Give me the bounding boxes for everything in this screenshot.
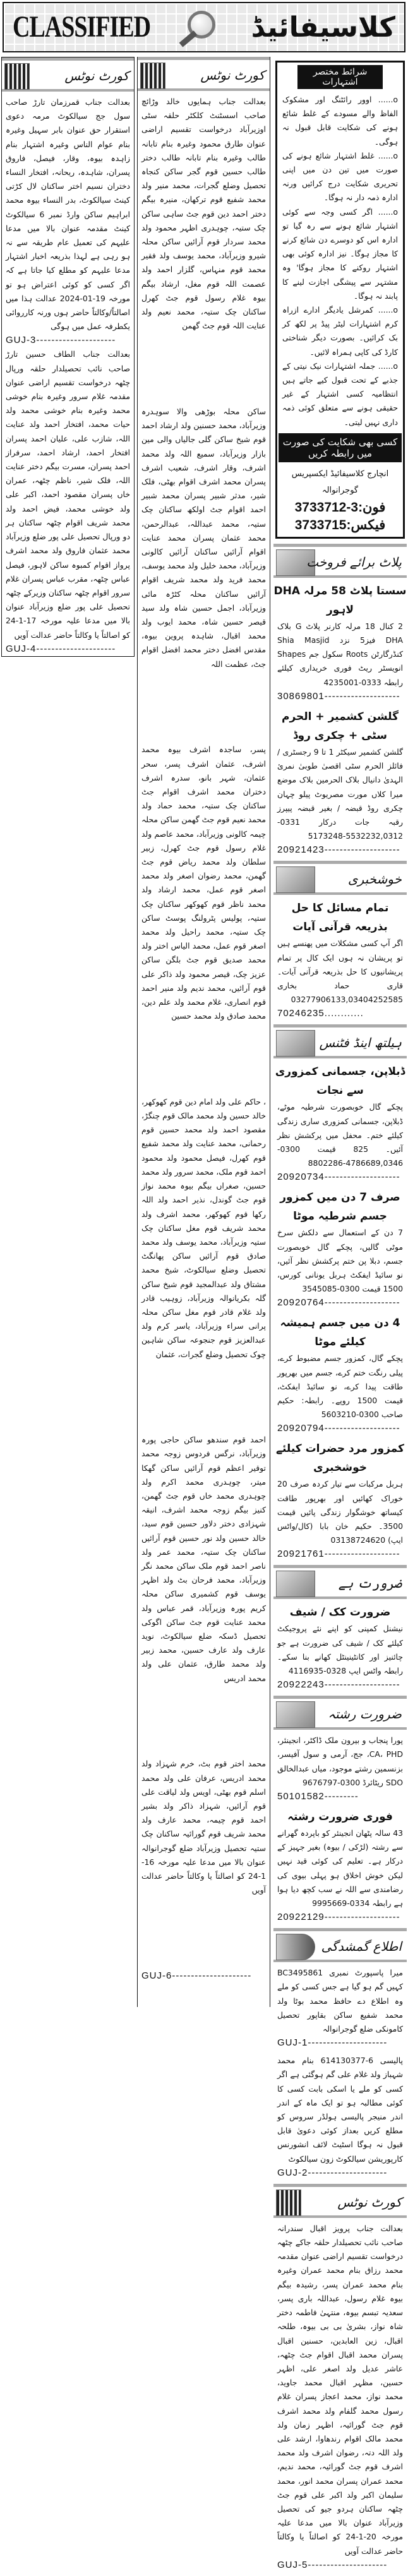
classified-ad	[273, 1603, 407, 1692]
masthead	[3, 2, 405, 52]
ad-heading: تمام مسائل کا حل بذریعہ قرآنی آیات	[291, 902, 389, 934]
section-title: خوشخبری	[347, 872, 402, 887]
ad-heading: سستا پلاٹ 58 مرلہ DHA لاہور	[273, 584, 407, 616]
right-column	[273, 57, 407, 2576]
ad-heading: فوری ضرورت رشتہ	[287, 1811, 393, 1824]
notice-text: پسر، ساجدہ اشرف بیوہ محمد اشرف، عثمان اشرف پسر، سحر عثمان، شہر بانو، سدرہ اشرف دختران محمد اشرف اقوام جٹ ساکنان چک ستیہ، محمد حماد ولد محمد نعیم قوم جٹ گھمن ساکن محلہ چیمہ کالونی وزیرآباد، محمد عاصم ولد غلام رسول قوم جٹ کھرل، زبیر سلطان ولد محمد ریاض قوم جٹ گھمن، محمد رضوان اصغر ولد محمد اصغر قوم عمل، محمد ارشاد ولد محمد ناظر قوم کھوکھر ساکنان چک ستیہ، پولیس پٹرولنگ پوسٹ ساکن چک ستیہ، محمد راحیل ولد محمد اصغر قوم عمل، محمد الیاس اختر ولد محمد صدیق قوم جٹ بلگن ساکن عزیز چک، قیصر محمود ولد ذاکر علی قوم آرائیں، محمد ندیم ولد منیر احمد قوم انصاری، غلام محمد ولد علم دین، محمد صادق ولد محمد حسین	[141, 745, 266, 1021]
section-title: پلاٹ برائے فروخت	[306, 554, 402, 570]
ad-body: پچکے گال خوبصورت شرطیہ موٹے، ڈبلاپن، جسمانی کمزوری ساری زندگی کیلئے ختم۔ محفل میں پرکشش نظر آئیں۔ 825 قیمت 0300-4786689,0346-8802286	[277, 1102, 404, 1168]
ad-code: 20921423--------------------	[277, 844, 400, 856]
section-header	[273, 1696, 407, 1730]
middle-column	[137, 57, 270, 2007]
section-header	[273, 1928, 407, 1962]
ad-heading: 4 دن میں جسم ہمیشہ کیلئے موٹا	[280, 1317, 400, 1349]
ad-body: میرا پاسپورٹ نمبری BC3495861 کہیں گم ہو گیا ہے جس کسی کو ملے وہ اطلاع دے حافظ محمد بوٹا ولد محمد شفیع ساکن بقاپور تحصیل کامونکی ضلع گوجرانوالہ	[277, 1968, 403, 2034]
notice-body: بعدالت جناب قمرزمان تارڑ صاحب سول جج سیالکوٹ مرمہ دعوی استقرار حق عنوان بابر سہیل وغیرہ بنام عوام الناس وغیرہ اشتہار بنام زاہدہ بیوہ، وقار، فیصل، فاروق پسران، شاہدہ، ریحانہ، افتخار النساء دختران نسیم اختر ساکنان لال کڑتی کینٹ سیالکوٹ، بدر النساء بیوہ محمد ابراہیم ساکن وارڈ نمبر 6 سیالکوٹ کینٹ مقدمہ عنوان بالا میں مدعا علیہم کی تعمیل عام طریقہ سے نہ ہو رہی ہے لہذا بذریعہ اخبار اشتہار مدعا علیہم کو مطلع کیا جاتا ہے کہ اگر کسی کو کوئی اعتراض ہو تو مورخہ 19-01-2024 عدالت ہذا میں اصالتاً/وکالتاً حاضر ہوں ورنہ کارروائی یکطرفہ عمل میں ہوگی	[6, 97, 130, 332]
rule-item: o...... کمرشل یادیگر ادارے ازراہ کرم اشتہارات لیٹر پیڈ پر لکھ کر بک کرائیں۔ بصورت دیگر شناختی کارڈ کی کاپی ہمراہ لائیں۔	[282, 305, 398, 357]
notice-text: محمد اختر قوم بٹ، خرم شہزاد ولد محمد ادریس، عرفان علی ولد محمد اسلم قوم بھٹی، اویس ولد لیاقت علی قوم آرائیں، شہزاد ذاکر ولد بشیر احمد قوم چیمہ، محمد عارف ولد محمد شریف قوم گورائیہ ساکنان چک ستیہ تحصیل وزیرآباد ضلع گوجرانوالہ عنوان بالا میں مدعا علیہ مورخہ 16-1-24 کو اصالتاً یا وکالتاً حاضر عدالت آویں	[141, 1759, 266, 1895]
court-notice-body	[138, 95, 270, 1983]
ad-body: پچکے گال، کمزور جسم مضبوط کرے، پیلی رنگت ختم کرے، جسم میں بھرپور طاقت پیدا کرے، نو سائیڈ ایفکٹ، قیمت 1500 روپے۔ رابطہ: حکیم صاحب 0300-5603210	[277, 1353, 403, 1420]
ad-body: نیشنل کمپنی کو اپنے نئے پروجیکٹ کیلئے کک / شیف کی ضرورت ہے جو چائنیز اور کانٹینینٹل کھانے بنا سکے۔ رابطہ واٹس ایپ 0328-4116935	[277, 1624, 403, 1675]
ad-body: اگر آپ کسی مشکلات میں پھنسے ہیں تو پریشان نہ ہوں ایک کال پر تمام پریشانیوں کا حل بذریعہ قرآنی آیات۔ قاری حماد بخاری 03277906133,03404252585	[277, 938, 403, 1005]
ad-code: GUJ-5---------------------	[277, 2559, 388, 2570]
ad-body: 43 سالہ پٹھان انجینئر کو باپردہ گھرانے سے رشتہ (لڑکی / بیوہ) بغیر جہیز کے درکار ہے۔ تعلیم کی کوئی قید نہیں لیکن خوش اخلاق ہو پہلی بیوی کی رضامندی سے اللہ نے سب کچھ دیا ہوا ہے رابطہ 0334-9995669	[277, 1828, 403, 1908]
ad-heading: ضرورت کک / شیف	[289, 1606, 391, 1619]
raised-hands-icon	[276, 1571, 315, 1597]
classified-ad	[273, 1807, 407, 1924]
couple-icon	[276, 1701, 315, 1728]
ad-heading: کمزور مرد حضرات کیلئے خوشخبری	[276, 1442, 404, 1475]
ad-body: بعدالت جناب پرویز اقبال سندرانہ صاحب نائب تحصیلدار حلقہ جاکے چٹھہ درخواست تقسیم اراضی عنوان مقدمہ محمد رزاق بنام محمد عمران وغیرہ بنام محمد عمران پسر، رشیدہ بیگم بیوہ غلام رسول، عبداللہ باری پسر، سعدیہ تبسم بیوہ، منتہیٰ فاطمہ دختر شاہ نواز، بشریٰ بی بی بیوہ، طلحہ اقبال، زین العابدین، حسنین اقبال پسران محمد اقبال اقوام جٹ چٹھہ، عاشر عدیل ولد اصغر علی، اظہر حسین، مظہر اقبال محمد جاوید، محمد نواز، محمد اعجاز پسران غلام رسول محمد گلفام ولد محمد اشرف قوم جٹ گورائیہ، اظہر زمان ولد محمد مالک اقوام رندھاوا، ارشد علی ولد اللہ دتہ، رضوان اشرف ولد محمد اشرف قوم جٹ گورائیہ، محمد ندیم، محمد عمران پسران محمد انور، محمد سلیمان اکبر ولد اکبر علی قوم جٹ چٹھہ ساکنان ہردو جیو کی تحصیل وزیرآباد عنوان بالا میں مدعا علیہ مورخہ 20-1-24 کو اصالتاً یا وکالتاً حاضر عدالت آویں	[277, 2223, 403, 2556]
notice-code: GUJ-6---------------------	[141, 1970, 252, 1981]
rule-item: o...... جملہ اشتہارات نیک نیتی کے جذبے کے تحت قبول کیے جاتے ہیں انتظامیہ کسی اشتہار کے غیر حقیقی ہونے سے متعلق کوئی ذمہ داری نہیں لیتی۔	[282, 361, 398, 427]
rule-item: o...... غلط اشتہار شائع ہونے کی صورت میں تین دن میں اپنی تحریری شکایت درج کرائیں ورنہ ادارہ ذمہ دار نہ ہوگا۔	[282, 150, 398, 203]
section-header	[273, 861, 407, 895]
ad-code: 20920764--------------------	[277, 1297, 400, 1309]
court-notice	[2, 347, 134, 656]
ad-code: GUJ-2---------------------	[277, 2167, 388, 2178]
fax-number: فیکس:3733715	[294, 517, 386, 532]
classified-ad	[273, 707, 407, 857]
classified-ad	[273, 1188, 407, 1310]
ad-code: 20920794--------------------	[277, 1423, 400, 1434]
classified-ad	[273, 899, 407, 1021]
ad-body: 7 دن کے استعمال سے دلکش سرخ موٹی گالیں، پچکے گال خوبصورت جسم، دبلا پن ختم پرکشش نظر آئیں، نو سائیڈ ایفکٹ ہربل یونانی کورس، 1500 قیمت 0300-3545085	[277, 1228, 403, 1294]
megaphone-icon	[276, 1934, 315, 1960]
ad-code: 30869801--------------------	[277, 690, 400, 702]
classified-ad	[273, 582, 407, 704]
notice-text: ساکن محلہ بوڑھی والا سوہدرہ وزیرآباد، محمد حسنین ولد ارشاد احمد قوم شیخ ساکن گلی جالیاں والی مین بازار وزیرآباد، سمیع اللہ ولد محمد اشرف، وقار اشرف، شعیب اشرف پسران محمد اشرف اقوام بھٹی، فلک شیر، مدثر شبیر پسران محمد شبیر احمد اقوام جٹ اولکھ ساکنان چک ستیہ، محمد عبداللہ، عبدالرحمن، محمد عثمان پسران محمد عنایت اقوام آرائیں ساکنان آرائیں کالونی وزیرآباد، محمد خلیل ولد محمد یوسف، محمد فرید ولد محمد شریف اقوام آرائیں ساکنان محلہ کٹڑہ مائی وزیرآباد، اجمل حسین شاہ ولد سید قیصر حسین شاہ، محمد ایوب ولد محمد اقبال، شاہدہ پروین بیوہ، مقدس افضل دختر محمد افضل اقوام جٹ، عظمت اللہ	[141, 406, 266, 669]
section-header	[2, 57, 134, 92]
ad-heading: گلشن کشمیر + الحرم سٹی + چکری روڈ	[281, 710, 399, 742]
section-header	[273, 1565, 407, 1599]
contact-bar: کسی بھی شکایت کی صورت میں رابطہ کریں	[279, 433, 402, 462]
ad-code: 20922129--------------------	[277, 1912, 400, 1923]
classified-ad	[273, 2054, 407, 2180]
ad-code: 20921761--------------------	[277, 1549, 400, 1560]
section-title: اطلاع گمشدگی	[321, 1939, 402, 1955]
fitness-icon	[276, 1030, 315, 1057]
ad-body: 2 کنال 18 مرلہ کارنر پلاٹ G بلاک DHA فیز5 نزد Shia Masjid کنڈرگارٹن Roots سکول جم Shapes انویسٹر ریٹ فوری خریداری کیلئے رابطہ 0333-4235001	[277, 621, 404, 687]
left-column	[1, 57, 135, 657]
ad-code: GUJ-1---------------------	[277, 2037, 388, 2049]
ad-code: 70246235............	[277, 1008, 364, 1019]
ad-heading: ڈبلاپن، جسمانی کمزوری سے نجات	[275, 1065, 405, 1098]
ad-body: پالیسی 6-614130377 بنام محمد شہباز ولد غلام علی گم ہوگئی ہے اگر کسی کو ملے یا اسکی بابت کسی کا کوئی مطالبہ ہو تو ایک ماہ کے اندر اندر منیجر پالیسی ہولڈر سروس کو مطلع کریں بعداز کوئی دعویٰ قابل قبول نہ ہوگا اسٹیٹ لائف انشورنس کارپوریشن سیالکوٹ زون سیالکوٹ	[277, 2056, 403, 2164]
court-icon	[4, 63, 30, 90]
classified-ad	[273, 2222, 407, 2572]
section-title: کورٹ نوٹس	[337, 2194, 402, 2210]
rule-item: o...... اوور رائٹنگ اور مشکوک الفاظ والے مسودے کے غلط شائع ہونے کی شکایت قابل قبول نہ ہوگی۔	[282, 95, 398, 147]
classified-ad	[273, 1314, 407, 1435]
section-title: کورٹ نوٹس	[200, 68, 265, 83]
notice-body: بعدالت جناب الطاف حسین تارڑ صاحب نائب تحصیلدار حلقہ ورپال چٹھہ درخواست تقسیم اراضی عنوان مقدمہ غلام سرور وغیرہ بنام خوشی محمد وغیرہ بنام خوشی محمد ولد حیات محمد، افتخار احمد ولد عنایت اللہ، شازب علی، علیان احمد پسران افتخار احمد، ارشاد احمد، سرفراز احمد پسران، مسرت بیگم دختر عنایت اللہ، فلک شیر، ناظم چٹھہ، عمران خاں پسران مقصود احمد، اکبر علی ولد خوشی محمد، فیض احمد ولد محمد شریف اقوام چٹھہ ساکنان ہر دو ورپال تحصیل علی پور ضلع وزیرآباد محمد عثمان فاروق ولد محمد اشرف پرواز اقوام کمبوہ ساکن لاہور، فیصل عباس چٹھہ، مقرب عباس پسران غلام سرور اقوام چٹھہ ساکنان وزیرکے چٹھہ تحصیل علی پور ضلع وزیرآباد عنوان بالا میں مدعا علیہ مورخہ 17-1-24 کو اصالتاً یا وکالتاً حاضر عدالت آویں	[6, 349, 130, 640]
court-icon	[140, 63, 165, 89]
ad-code: 50101582---------	[277, 1791, 359, 1802]
section-header	[273, 1024, 407, 1058]
ad-code: 20922243--------------------	[277, 1679, 400, 1691]
gift-icon	[276, 866, 315, 893]
classified-ad	[273, 1966, 407, 2050]
notice-text: احمد قوم سندھو ساکن حاجی پورہ وزیرآباد، نرگس فردوس زوجہ محمد توقیر اعظم قوم آرائیں ساکن گھکا میتر، چوہدری محمد اکرم ولد چوہدری محمد خاں قوم جٹ گھمن، کنیز بیگم زوجہ محمد اشرف، انیقہ شہزادی دختر دلاور حسین قوم سید، خالد حسین ولد نور حسین قوم آرائیں ساکنان چک ستیہ، محمد عمر ولد ناصر احمد قوم ملک ساکن محمد نگر وزیرآباد، محمد فرحان بٹ ولد اظہر یوسف قوم کشمیری ساکن محلہ کریم پورہ وزیرآباد، قمر عباس ولد محمد عنایت قوم جٹ ساکن اگوکی تحصیل ڈسکہ ضلع سیالکوٹ، نوید عارف ولد عارف حسین، محمد زبیر ولد محمد طارق، عثمان علی ولد محمد ادریس	[141, 1435, 266, 1683]
section-header	[138, 57, 270, 91]
masthead-english-title: CLASSIFIED	[13, 10, 151, 44]
ad-body: پورا پنجاب و بیرون ملک ڈاکٹر، انجینئر، CA، PHD، جج، آرمی و سول آفیسر، بزنسمین رشتے موجود، میاں عبدالخالق SDO ریٹائرڈ 0300-9676797	[277, 1735, 403, 1787]
section-title: ہیلتھ اینڈ فٹنس	[319, 1035, 402, 1051]
masthead-urdu-title: کلاسیفائیڈ	[251, 11, 395, 44]
rules-box	[275, 61, 405, 539]
ad-heading: صرف 7 دن میں کمزور جسم شرطیہ موٹا	[280, 1191, 400, 1223]
ad-code: 20920734--------------------	[277, 1171, 400, 1183]
section-header	[273, 544, 407, 578]
ad-body: ہربل مرکبات سے تیار کردہ صرف 20 خوراک کھائیں اور بھرپور طاقت کیساتھ خوشگوار زندگی پائیں قیمت 3500۔ حکیم خان بابا (کال/واٹس ایپ) 03138724620	[277, 1479, 403, 1545]
magnifier-icon	[179, 8, 223, 46]
notice-code: GUJ-4---------------------	[6, 643, 116, 654]
notice-code: GUJ-3---------------------	[6, 335, 116, 346]
incharge-label: انچارج کلاسیفائیڈ ایکسپریس گوجرانوالہ	[291, 469, 389, 495]
classified-ad	[273, 1062, 407, 1184]
notice-text: بعدالت جناب ہمایوں خالد وڑائچ صاحب اسسٹنٹ کلکٹر حلقہ سٹی اوزیرآباد درخواست تقسیم اراضی عنوان طارق محمود وغیرہ بنام تابانہ طالب وغیرہ بنام تابانہ طالب دختر طالب حسین قوم گجر ساکن کنجاہ تحصیل وضلع گجرات، محمد منیر ولد محمد شفیع قوم ترکھان، منیرہ بیگم دختر احمد دین قوم جٹ ساہی ساکن چک ستیہ، چوہدری اظہر محمود ولد محمد سردار قوم آرائیں ساکن محلہ شیرو وزیرآباد، محمد یوسف ولد فقیر محمد قوم منہاس، گلزار احمد ولد عصمت اللہ قوم مغل، ارشاد بیگم بیوہ غلام رسول قوم جٹ کھرل ساکنان چک ستیہ، محمد نعیم ولد عنایت اللہ قوم جٹ گھمن	[141, 97, 266, 331]
rule-item: o...... اگر کسی وجہ سے کوئی اشتہار شائع ہونے سے رہ گیا تو ادارہ اس کو دوسرے دن شائع کرنے کا مجاز ہوگا۔ نیز ادارہ کوئی بھی اشتہار روکنے کا مجاز ہوگا' وہ مشتہر سے پیشگی اجازت لینے کا پابند نہ ہوگا۔	[282, 207, 398, 301]
section-title: کورٹ نوٹس	[64, 68, 129, 83]
rules-title: شرائط مختصر اشتہارات	[297, 65, 383, 89]
section-header	[273, 2184, 407, 2218]
section-title: ضرورت ہے	[338, 1576, 402, 1591]
classified-ad	[273, 1439, 407, 1561]
section-title: ضرورت رشتہ	[328, 1706, 402, 1722]
phone-number: فون:3-3733712	[294, 500, 386, 515]
court-notice	[2, 95, 134, 347]
ad-body: گلشن کشمیر سیکٹر 1 تا 9 رجسٹری / فائلز الحرم سٹی اقصیٰ طوبیٰ نمرئ الہدیٰ دانیال بلاک الحرمین بلاک موضع میرا کلاں مورت مصریوٹ پیلو چہان چکری روڈ قبضہ / بغیر قبضہ پیپرز رقبہ جات درکار 0331-5532232,0312-5173248	[277, 746, 403, 841]
notice-text: ، حاکم علی ولد امام دین قوم کھوکھر، خالد حسین ولد محمد مالک قوم چنگڑ، مقصود احمد ولد محمد حسین قوم رحمانی، محمد عنایت ولد محمد شفیع قوم کھرل، فیصل محمود ولد محمود احمد قوم ملک، محمد سرور ولد محمد حسین، صغراں بیگم بیوہ محمد نواز قوم جٹ گوندل، نذیر احمد ولد اللہ رکھا قوم کھوکھر، محمد اشرف ولد محمد شریف قوم مغل ساکنان چک ستیہ وزیرآباد، محمد یوسف ولد محمد صادق قوم آرائیں ساکن پھانگٹ تحصیل وضلع سیالکوٹ، شیخ محمد مشتاق ولد عبدالمجید قوم شیخ ساکن گلہ بکریانوالہ وزیرآباد، زوہیب قادر ولد غلام قادر قوم مغل ساکن محلہ پرانی سراء وزیرآباد، یاسر کرم ولد عبدالعزیز قوم جنجوعہ ساکن شاہین چوک تحصیل وضلع گجرات، عثمان	[141, 1096, 266, 1359]
court-icon	[276, 2190, 301, 2216]
classified-ad	[273, 1734, 407, 1804]
